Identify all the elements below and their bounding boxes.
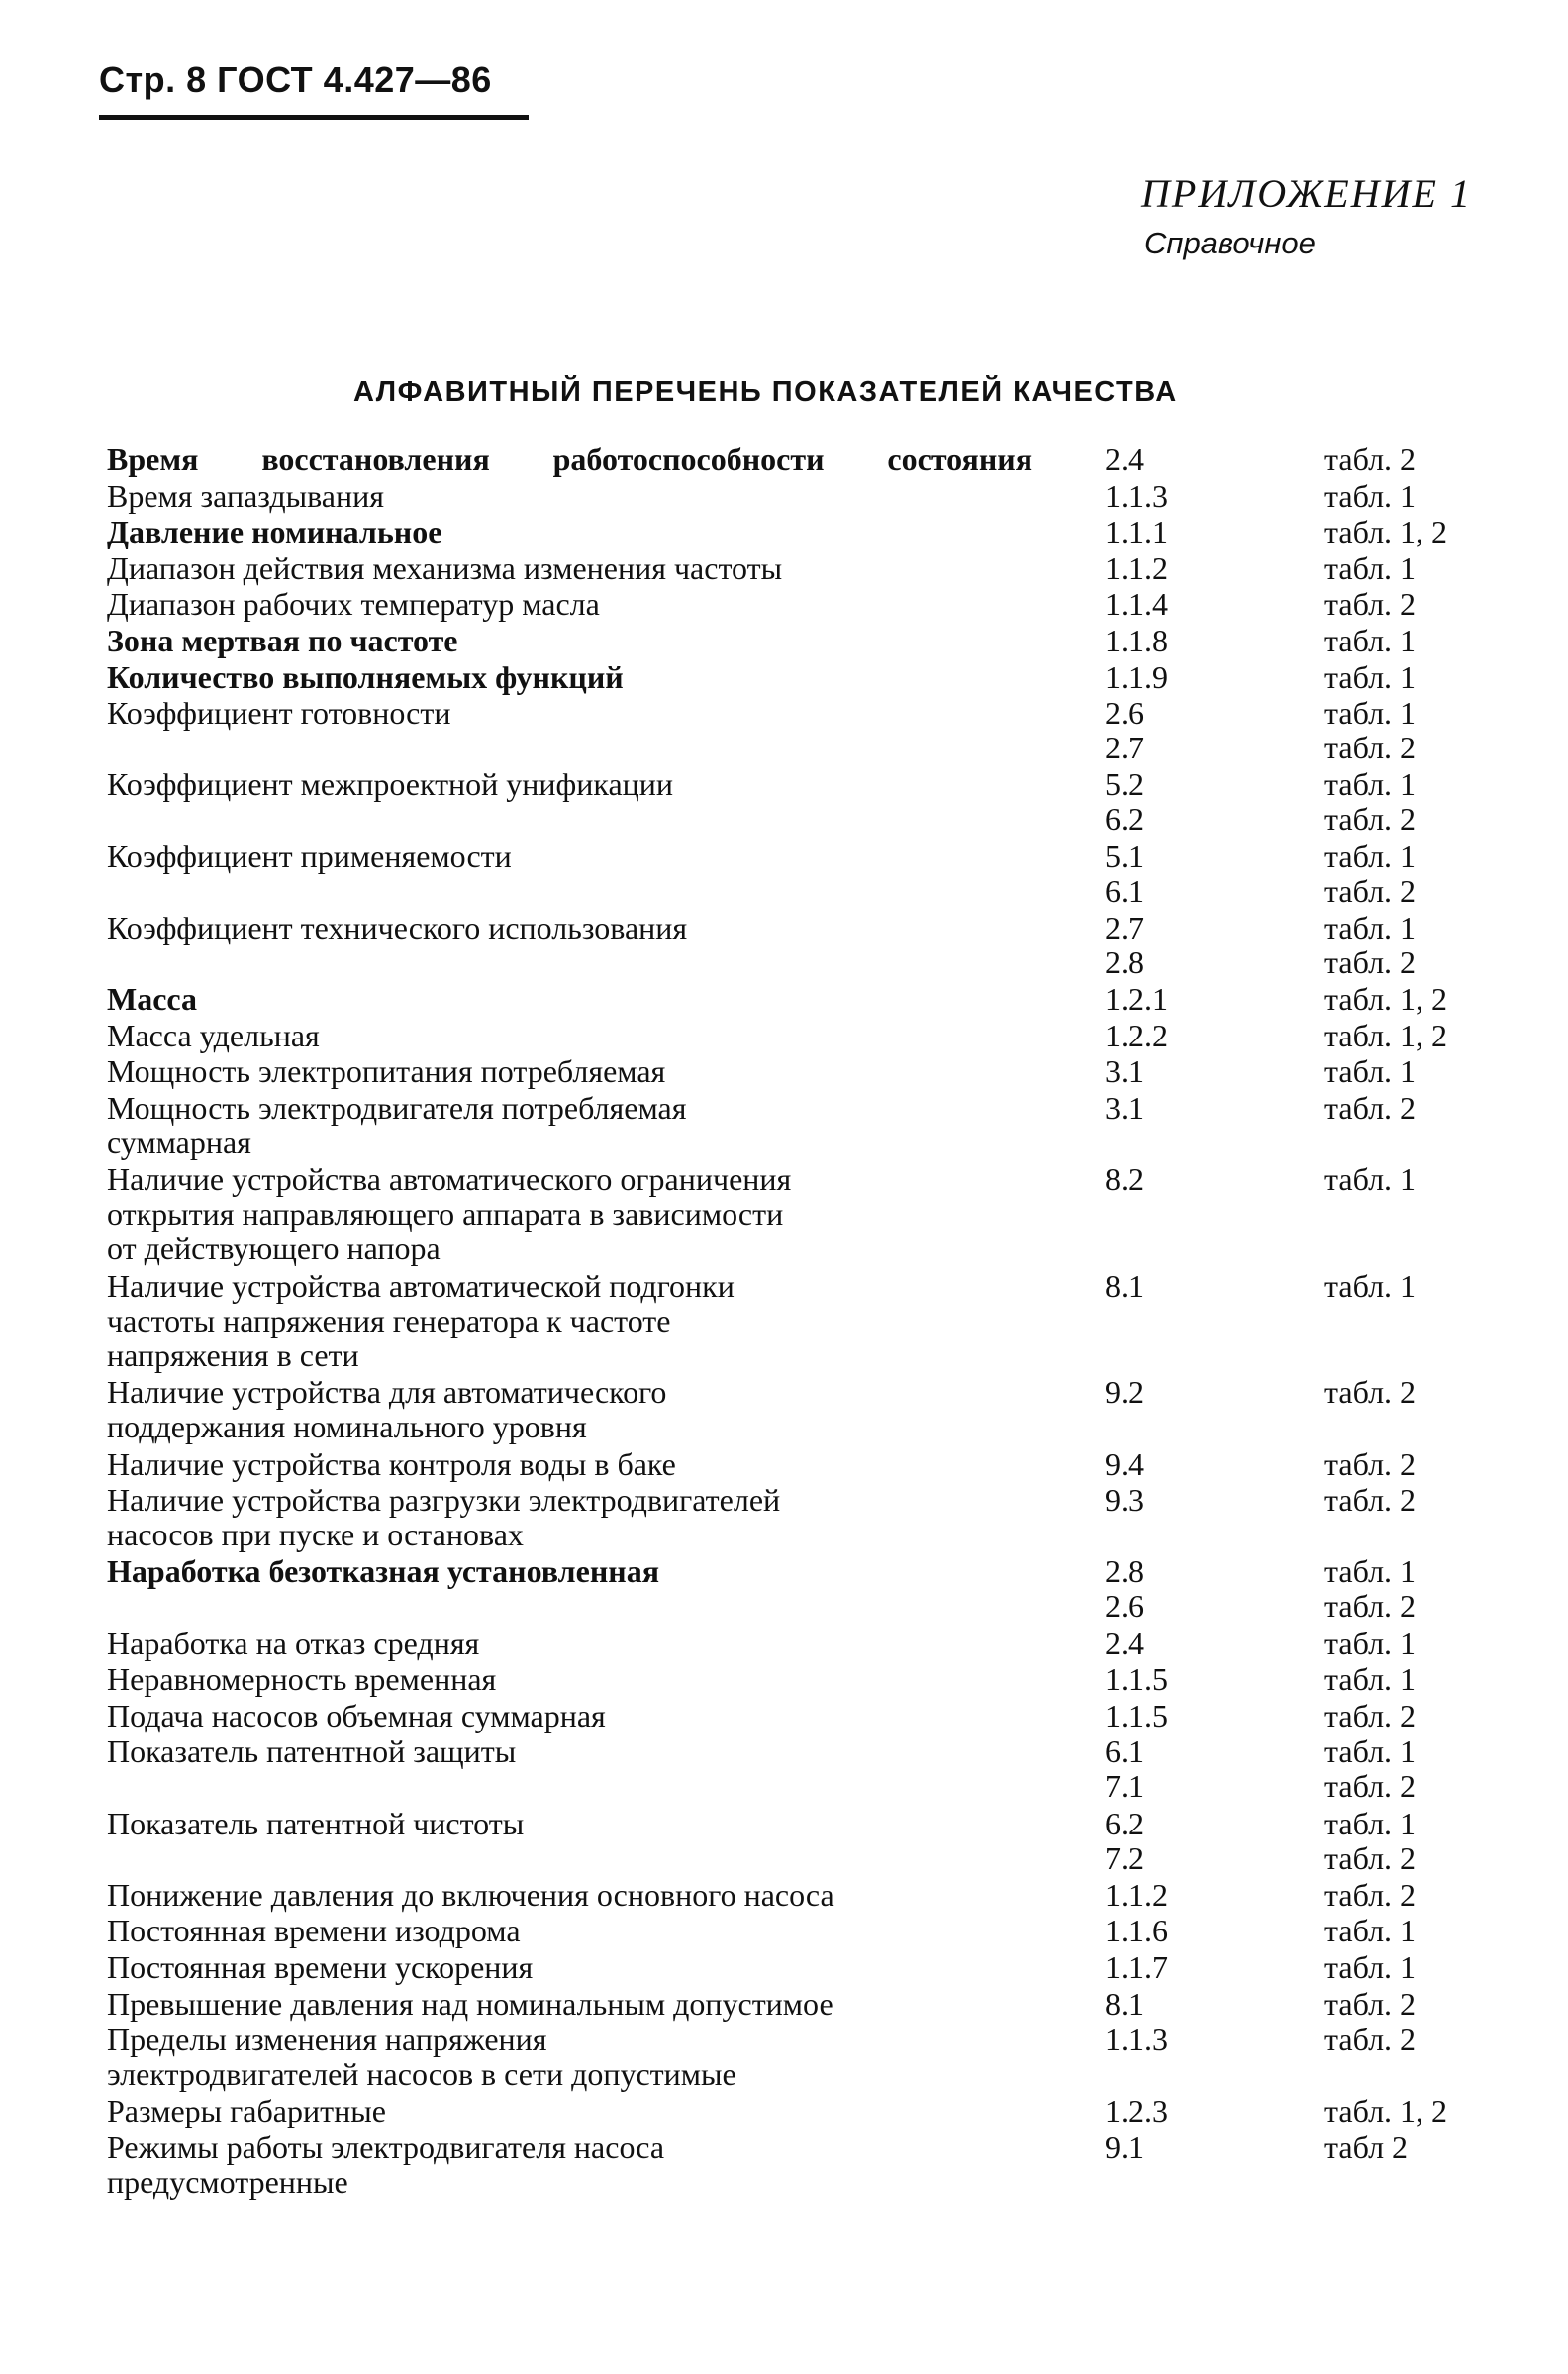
entry-name: Подача насосов объемная суммарная [107, 1697, 606, 1733]
index-entry [0, 1483, 1568, 1554]
entry-table-ref: табл. 1 табл. 2 [1324, 766, 1417, 838]
entry-name: Масса [107, 980, 197, 1017]
entry-clause: 2.4 [1105, 442, 1144, 477]
index-entry [0, 1699, 1568, 1735]
entry-table-ref: табл. 2 [1324, 1089, 1417, 1126]
index-entry [0, 660, 1568, 697]
entry-name: Постоянная времени ускорения [107, 1948, 534, 1985]
index-entry [0, 1554, 1568, 1626]
entry-table-ref: табл. 2 [1324, 1445, 1417, 1482]
entry-name: Время запаздывания [107, 477, 384, 514]
index-entry [0, 1878, 1568, 1915]
entry-name: Давление номинальное [107, 514, 442, 550]
entry-clause: 9.4 [1105, 1445, 1144, 1482]
entry-clause: 1.1.4 [1105, 586, 1168, 623]
index-entry [0, 1054, 1568, 1091]
entry-table-ref: табл. 1 [1324, 622, 1417, 658]
section-title: АЛФАВИТНЫЙ ПЕРЕЧЕНЬ ПОКАЗАТЕЛЕЙ КАЧЕСТВА [353, 376, 1178, 408]
entry-clause: 8.2 [1105, 1160, 1144, 1197]
entry-clause: 1.1.2 [1105, 1876, 1168, 1913]
entry-clause: 1.1.9 [1105, 658, 1168, 695]
entry-clause: 2.4 [1105, 1625, 1144, 1661]
entry-clause: 1.2.3 [1105, 2093, 1168, 2129]
entry-table-ref: табл. 2 [1324, 586, 1417, 623]
entry-name: Наличие устройства автоматического ограничения открытия направляющего аппарата в зависимости от действующего напора [107, 1160, 792, 1266]
entry-table-ref: табл. 1 табл. 2 [1324, 909, 1417, 980]
entry-table-ref: табл. 2 [1324, 1876, 1417, 1913]
entry-name: Показатель патентной чистоты [107, 1805, 525, 1841]
entry-name: Время восстановления работоспособности состояния [107, 442, 1032, 477]
index-entry [0, 1269, 1568, 1376]
entry-name: Наличие устройства для автоматического поддержания номинального уровня [107, 1374, 667, 1445]
index-entry [0, 1375, 1568, 1446]
entry-clause: 6.1 7.1 [1105, 1733, 1144, 1805]
index-entry [0, 1914, 1568, 1950]
entry-clause: 8.1 [1105, 1985, 1144, 2022]
entry-name: Зона мертвая по частоте [107, 622, 458, 658]
index-entry [0, 2023, 1568, 2094]
index-entry [0, 982, 1568, 1019]
entry-name: Масса удельная [107, 1017, 320, 1053]
entry-name: Коэффициент применяемости [107, 838, 512, 874]
index-entry [0, 443, 1568, 479]
entry-clause: 1.2.2 [1105, 1017, 1168, 1053]
index-entry [0, 2130, 1568, 2202]
entry-clause: 1.2.1 [1105, 980, 1168, 1017]
index-entry [0, 1019, 1568, 1055]
appendix-title: ПРИЛОЖЕНИЕ 1 [1141, 171, 1472, 216]
entry-name: Превышение давления над номинальным допустимое [107, 1985, 833, 2022]
entry-clause: 6.2 7.2 [1105, 1805, 1144, 1876]
entry-table-ref: табл. 1 табл. 2 [1324, 1805, 1417, 1876]
entry-table-ref: табл. 1 [1324, 477, 1417, 514]
entry-table-ref: табл. 1 [1324, 1625, 1417, 1661]
entry-clause: 1.1.6 [1105, 1913, 1168, 1949]
entry-table-ref: табл. 1 [1324, 1913, 1417, 1949]
entry-clause: 1.1.7 [1105, 1948, 1168, 1985]
entry-table-ref: табл. 1, 2 [1324, 2093, 1448, 2129]
entry-name: Пределы изменения напряжения электродвигателей насосов в сети допустимые [107, 2022, 736, 2093]
entry-table-ref: табл. 2 [1324, 442, 1417, 477]
entry-name: Постоянная времени изодрома [107, 1913, 521, 1949]
entry-clause: 3.1 [1105, 1053, 1144, 1090]
index-entry [0, 911, 1568, 982]
page-header: Стр. 8 ГОСТ 4.427—86 [99, 59, 492, 100]
entry-table-ref: табл. 1, 2 [1324, 1017, 1448, 1053]
index-entry [0, 840, 1568, 911]
entry-clause: 1.1.3 [1105, 477, 1168, 514]
entry-name: Показатель патентной защиты [107, 1733, 517, 1770]
entry-clause: 1.1.2 [1105, 549, 1168, 586]
entry-name: Понижение давления до включения основного насоса [107, 1876, 834, 1913]
entry-clause: 1.1.3 [1105, 2022, 1168, 2058]
entry-name: Диапазон действия механизма изменения частоты [107, 549, 783, 586]
entry-clause: 1.1.8 [1105, 622, 1168, 658]
entry-clause: 1.1.5 [1105, 1697, 1168, 1733]
index-entry [0, 479, 1568, 516]
index-entry [0, 1162, 1568, 1269]
header-rule [99, 115, 529, 120]
entry-table-ref: табл. 1 [1324, 1948, 1417, 1985]
entry-table-ref: табл. 1 табл. 2 [1324, 1553, 1417, 1625]
entry-name: Наличие устройства автоматической подгонки частоты напряжения генератора к частоте напряжения в сети [107, 1267, 735, 1373]
entry-name: Коэффициент готовности [107, 695, 451, 732]
entry-table-ref: табл. 2 [1324, 1374, 1417, 1411]
entry-table-ref: табл. 2 [1324, 1482, 1417, 1519]
entry-name: Наработка безотказная установленная [107, 1553, 659, 1590]
index-entry [0, 2094, 1568, 2130]
entry-clause: 1.1.1 [1105, 514, 1168, 550]
index-entry [0, 1950, 1568, 1987]
entry-clause: 9.2 [1105, 1374, 1144, 1411]
entry-name: Неравномерность временная [107, 1661, 497, 1698]
entry-table-ref: табл. 1 [1324, 1661, 1417, 1698]
entry-clause: 9.1 [1105, 2128, 1144, 2165]
entry-clause: 5.2 6.2 [1105, 766, 1144, 838]
index-entry [0, 551, 1568, 588]
entry-name: Мощность электропитания потребляемая [107, 1053, 666, 1090]
entry-table-ref: табл. 1, 2 [1324, 514, 1448, 550]
entry-name: Количество выполняемых функций [107, 658, 624, 695]
index-entry [0, 1627, 1568, 1663]
index-entry [0, 767, 1568, 839]
entry-name: Мощность электродвигателя потребляемая суммарная [107, 1089, 687, 1160]
entry-table-ref: табл. 1, 2 [1324, 980, 1448, 1017]
entry-clause: 1.1.5 [1105, 1661, 1168, 1698]
entry-clause: 3.1 [1105, 1089, 1144, 1126]
entry-table-ref: табл. 1 табл. 2 [1324, 838, 1417, 909]
index-entry [0, 1807, 1568, 1878]
entry-name: Коэффициент технического использования [107, 909, 688, 945]
entry-name: Диапазон рабочих температур масла [107, 586, 600, 623]
index-entry [0, 1091, 1568, 1162]
entry-table-ref: табл. 1 табл. 2 [1324, 695, 1417, 766]
entry-table-ref: табл. 1 [1324, 1267, 1417, 1304]
entry-name: Наличие устройства разгрузки электродвигателей насосов при пуске и остановах [107, 1482, 781, 1553]
entry-table-ref: табл. 2 [1324, 1985, 1417, 2022]
entry-table-ref: табл. 1 [1324, 1160, 1417, 1197]
entry-table-ref: табл. 1 [1324, 1053, 1417, 1090]
entry-name: Размеры габаритные [107, 2093, 386, 2129]
entry-table-ref: табл 2 [1324, 2128, 1409, 2165]
entry-clause: 2.6 2.7 [1105, 695, 1144, 766]
index-entry [0, 624, 1568, 660]
index-entry [0, 1734, 1568, 1806]
entry-table-ref: табл. 1 [1324, 658, 1417, 695]
quality-index-table [0, 443, 1568, 2202]
entry-table-ref: табл. 1 [1324, 549, 1417, 586]
entry-clause: 2.8 2.6 [1105, 1553, 1144, 1625]
entry-table-ref: табл. 2 [1324, 1697, 1417, 1733]
entry-clause: 9.3 [1105, 1482, 1144, 1519]
index-entry [0, 587, 1568, 624]
entry-clause: 5.1 6.1 [1105, 838, 1144, 909]
entry-table-ref: табл. 1 табл. 2 [1324, 1733, 1417, 1805]
index-entry [0, 1447, 1568, 1484]
entry-clause: 2.7 2.8 [1105, 909, 1144, 980]
entry-name: Режимы работы электродвигателя насоса предусмотренные [107, 2128, 665, 2200]
entry-table-ref: табл. 2 [1324, 2022, 1417, 2058]
entry-name: Наработка на отказ средняя [107, 1625, 480, 1661]
entry-name: Коэффициент межпроектной унификации [107, 766, 674, 803]
index-entry [0, 1662, 1568, 1699]
appendix-subtitle: Справочное [1144, 226, 1316, 260]
index-entry [0, 696, 1568, 767]
entry-name: Наличие устройства контроля воды в баке [107, 1445, 676, 1482]
entry-clause: 8.1 [1105, 1267, 1144, 1304]
index-entry [0, 1987, 1568, 2024]
index-entry [0, 515, 1568, 551]
